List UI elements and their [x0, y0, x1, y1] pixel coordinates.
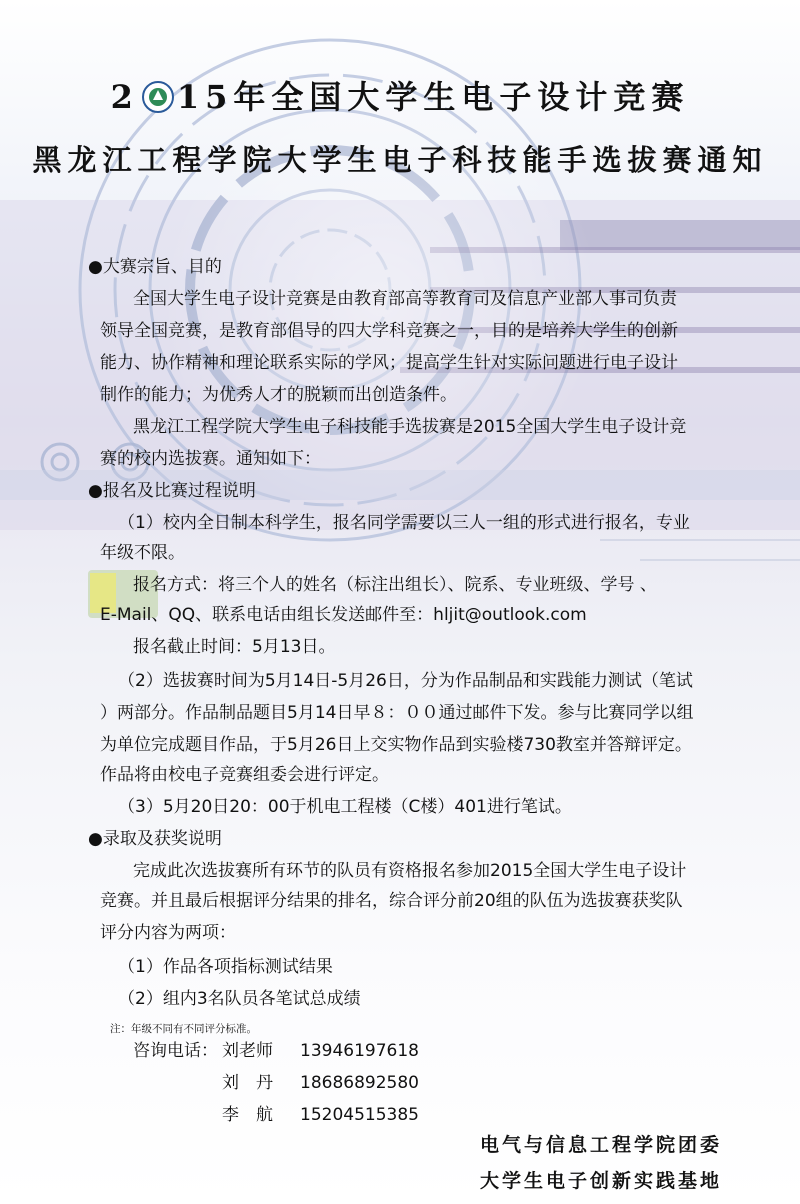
- paragraph-line: （1）作品各项指标测试结果: [118, 957, 333, 977]
- section-heading-awards: ●录取及获奖说明: [88, 829, 222, 849]
- contact-phone: 13946197618: [300, 1041, 419, 1061]
- section-heading-process: ●报名及比赛过程说明: [88, 481, 256, 501]
- paragraph-line: （1）校内全日制本科学生，报名同学需要以三人一组的形式进行报名，专业: [118, 513, 690, 533]
- paragraph-line: 赛的校内选拔赛。通知如下：: [100, 449, 321, 469]
- paragraph-line: 完成此次选拔赛所有环节的队员有资格报名参加2015全国大学生电子设计: [133, 861, 687, 881]
- paragraph-line: （2）组内3名队员各笔试总成绩: [118, 989, 361, 1009]
- contact-name: 李 航: [222, 1105, 273, 1125]
- page-title: [0, 72, 800, 118]
- school-logo-icon: [141, 80, 175, 114]
- paragraph-line: E-Mail、QQ、联系电话由组长发送邮件至：hljit@outlook.com: [100, 605, 587, 625]
- paragraph-line: 报名截止时间：5月13日。: [133, 637, 336, 657]
- contact-phone: 15204515385: [300, 1105, 419, 1125]
- signature-base: 大学生电子创新实践基地: [480, 1170, 723, 1192]
- paragraph-line: 制作的能力；为优秀人才的脱颖而出创造条件。: [100, 385, 457, 405]
- paragraph-line: 年级不限。: [100, 543, 185, 563]
- paragraph-line: 能力、协作精神和理论联系实际的学风；提高学生针对实际问题进行电子设计: [100, 353, 678, 373]
- paragraph-line: 黑龙江工程学院大学生电子科技能手选拔赛是2015全国大学生电子设计竞: [133, 417, 687, 437]
- paragraph-line: 报名方式：将三个人的姓名（标注出组长）、院系、专业班级、学号 、: [133, 575, 657, 595]
- paragraph-line: （3）5月20日20：00于机电工程楼（C楼）401进行笔试。: [118, 797, 572, 817]
- paragraph-line: 评分内容为两项：: [100, 923, 236, 943]
- page-subtitle: 黑龙江工程学院大学生电子科技能手选拔赛通知: [32, 143, 768, 177]
- paragraph-line: 作品将由校电子竞赛组委会进行评定。: [100, 765, 389, 785]
- paragraph-line: （2）选拔赛时间为5月14日-5月26日，分为作品制品和实践能力测试（笔试: [118, 671, 693, 691]
- paragraph-line: ）两部分。作品制品题目5月14日早８：００通过邮件下发。参与比赛同学以组: [100, 703, 694, 723]
- paragraph-line: 竞赛。并且最后根据评分结果的排名，综合评分前20组的队伍为选拔赛获奖队: [100, 891, 683, 911]
- paragraph-line: 为单位完成题目作品，于5月26日上交实物作品到实验楼730教室并答辩评定。: [100, 735, 692, 755]
- section-heading-purpose: ●大赛宗旨、目的: [88, 257, 222, 277]
- title-prefix: 2: [110, 78, 139, 116]
- grading-note: 注：年级不同有不同评分标准。: [110, 1023, 257, 1035]
- paragraph-line: 领导全国竞赛，是教育部倡导的四大学科竞赛之一，目的是培养大学生的创新: [100, 321, 678, 341]
- contact-name: 刘老师: [222, 1041, 273, 1061]
- signature-organizer: 电气与信息工程学院团委: [480, 1134, 723, 1156]
- title-suffix: 15年全国大学生电子设计竞赛: [176, 78, 690, 116]
- contact-name: 刘 丹: [222, 1073, 273, 1093]
- paragraph-line: 全国大学生电子设计竞赛是由教育部高等教育司及信息产业部人事司负责: [133, 289, 677, 309]
- contact-label: 咨询电话：: [133, 1041, 218, 1061]
- contact-phone: 18686892580: [300, 1073, 419, 1093]
